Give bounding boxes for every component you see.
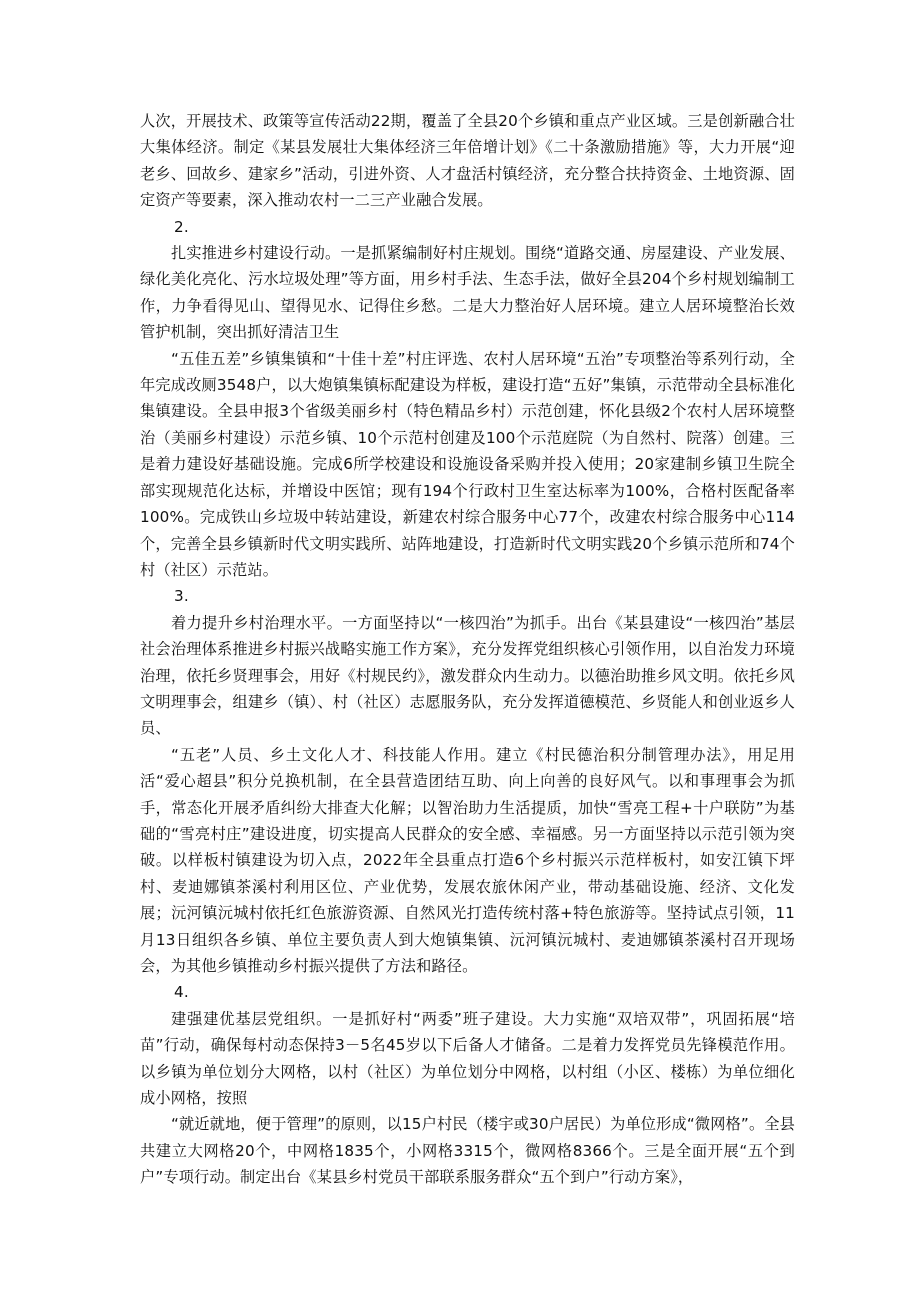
section-number-2: 2. (174, 217, 189, 236)
paragraph-party-organization: 建强建优基层党组织。一是抓好村“两委”班子建设。大力实施“双培双带”，巩固拓展“培苗”行动，确保每村动态保持3－5名45岁以下后备人才储备。二是着力发挥党员先锋模范作用。以乡镇为单位划分大网格，以村（社区）为单位划分中网格，以村组（小区、楼栋）为单位细化成小网格，按照 (140, 1009, 795, 1108)
paragraph-rural-governance: 着力提升乡村治理水平。一方面坚持以“一核四治”为抓手。出台《某县建设“一核四治”基层社会治理体系推进乡村振兴战略实施工作方案》，充分发挥党组织核心引领作用，以自治发力环境治理，依托乡贤理事会，用好《村规民约》，激发群众内生动力。以德治助推乡风文明。依托乡风文明理事会，组建乡（镇）、村（社区）志愿服务队，充分发挥道德模范、乡贤能人和创业返乡人员、 (140, 613, 795, 738)
paragraph-rural-governance-cont: “五老”人员、乡土文化人才、科技能人作用。建立《村民德治积分制管理办法》，用足用活“爱心超县”积分兑换机制，在全县营造团结互助、向上向善的良好风气。以和事理事会为抓手，常态化开展矛盾纠纷大排查大化解；以智治助力生活提质，加快“雪亮工程+十户联防”为基础的“雪亮村庄”建设进度，切实提高人民群众的安全感、幸福感。另一方面坚持以示范引领为突破。以样板村镇建设为切入点，2022年全县重点打造6个乡村振兴示范样板村，如安江镇下坪村、麦迪娜镇茶溪村利用区位、产业优势，发展农旅休闲产业，带动基础设施、经济、文化发展；沅河镇沅城村依托红色旅游资源、自然风光打造传统村落+特色旅游等。坚持试点引领，11月13日组织各乡镇、单位主要负责人到大炮镇集镇、沅河镇沅城村、麦迪娜镇茶溪村召开现场会，为其他乡镇推动乡村振兴提供了方法和路径。 (140, 745, 795, 975)
document-page (140, 108, 795, 1191)
paragraph-rural-construction: 扎实推进乡村建设行动。一是抓紧编制好村庄规划。围绕“道路交通、房屋建设、产业发展、绿化美化亮化、污水垃圾处理”等方面，用乡村手法、生态手法，做好全县204个乡村规划编制工作，力争看得见山、望得见水、记得住乡愁。二是大力整治好人居环境。建立人居环境整治长效管护机制，突出抓好清洁卫生 (140, 244, 795, 342)
section-number-3: 3. (174, 587, 189, 606)
paragraph-rural-construction-cont: “五佳五差”乡镇集镇和“十佳十差”村庄评选、农村人居环境“五治”专项整治等系列行动，全年完成改厕3548户，以大炮镇集镇标配建设为样板，建设打造“五好”集镇，示范带动全县标准化集镇建设。全县申报3个省级美丽乡村（特色精品乡村）示范创建，怀化县级2个农村人居环境整治（美丽乡村建设）示范乡镇、10个示范村创建及100个示范庭院（为自然村、院落）创建。三是着力建设好基础设施。完成6所学校建设和设施设备采购并投入使用；20家建制乡镇卫生院全部实现规范化达标，并增设中医馆；现有194个行政村卫生室达标率为100%，合格村医配备率100%。完成铁山乡垃圾中转站建设，新建农村综合服务中心77个，改建农村综合服务中心114个，完善全县乡镇新时代文明实践所、站阵地建设，打造新时代文明实践20个乡镇示范所和74个村（社区）示范站。 (140, 349, 795, 579)
paragraph-party-organization-cont: “就近就地，便于管理”的原则，以15户村民（楼宇或30户居民）为单位形成“微网格”。全县共建立大网格20个，中网格1835个，小网格3315个，微网格8366个。三是全面开展“五个到户”专项行动。制定出台《某县乡村党员干部联系服务群众“五个到户”行动方案》， (140, 1115, 795, 1187)
paragraph-intro-continuation: 人次，开展技术、政策等宣传活动22期，覆盖了全县20个乡镇和重点产业区域。三是创新融合壮大集体经济。制定《某县发展壮大集体经济三年倍增计划》《二十条激励措施》等，大力开展“迎老乡、回故乡、建家乡”活动，引进外资、人才盘活村镇经济，充分整合扶持资金、土地资源、固定资产等要素，深入推动农村一二三产业融合发展。 (140, 112, 795, 210)
section-number-4: 4. (174, 983, 189, 1002)
